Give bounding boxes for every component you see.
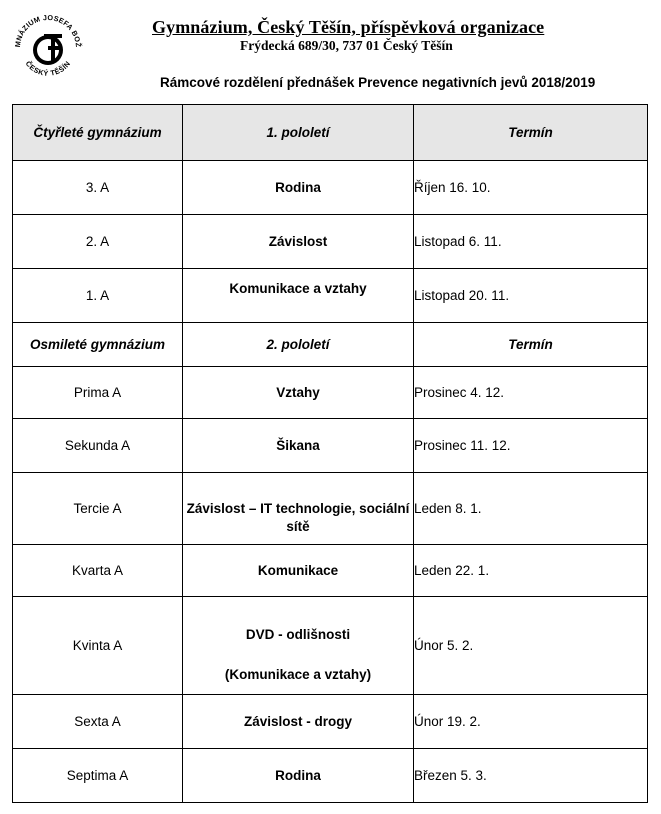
term-cell: Leden 8. 1. [414, 473, 648, 545]
term-cell: Leden 22. 1. [414, 545, 648, 597]
header-term: Termín [414, 105, 648, 161]
topic-cell: Komunikace [183, 545, 414, 597]
term-cell: Únor 5. 2. [414, 597, 648, 695]
topic-line: Závislost – IT technologie, sociální [186, 500, 410, 516]
header-second-semester: 2. pololetí [183, 323, 414, 367]
class-cell: Septima A [13, 749, 183, 803]
topic-cell: Šikana [183, 419, 414, 473]
class-cell: Sexta A [13, 695, 183, 749]
term-cell: Listopad 6. 11. [414, 215, 648, 269]
table-row [13, 419, 648, 473]
class-cell: 1. A [13, 269, 183, 323]
topic-line: sítě [286, 518, 310, 534]
table-row [13, 695, 648, 749]
term-cell: Prosinec 4. 12. [414, 367, 648, 419]
header-four-year: Čtyřleté gymnázium [13, 105, 183, 161]
lecture-schedule-table [12, 104, 648, 803]
topic-line: DVD - odlišnosti [245, 626, 351, 642]
section-header-row [13, 323, 648, 367]
document-title: Rámcové rozdělení přednášek Prevence negativních jevů 2018/2019 [160, 75, 596, 90]
class-cell: Prima A [13, 367, 183, 419]
class-cell: Tercie A [13, 473, 183, 545]
topic-cell: Komunikace a vztahy [183, 269, 414, 323]
table-row [13, 597, 648, 695]
table-row [13, 269, 648, 323]
term-cell: Únor 19. 2. [414, 695, 648, 749]
table-row [13, 161, 648, 215]
table-header-row [13, 105, 648, 161]
topic-cell [183, 597, 414, 695]
class-cell: Sekunda A [13, 419, 183, 473]
term-cell: Listopad 20. 11. [414, 269, 648, 323]
table-row [13, 749, 648, 803]
table-row [13, 367, 648, 419]
header-term-2: Termín [414, 323, 648, 367]
class-cell: Kvinta A [13, 597, 183, 695]
term-cell: Prosinec 11. 12. [414, 419, 648, 473]
topic-cell [183, 473, 414, 545]
table-row [13, 215, 648, 269]
logo-bottom-text: ČESKÝ TĚŠÍN [23, 59, 73, 78]
school-name: Gymnázium, Český Těšín, příspěvková organizace [152, 17, 545, 37]
header-first-semester: 1. pololetí [183, 105, 414, 161]
table-row [13, 545, 648, 597]
topic-line: (Komunikace a vztahy) [224, 666, 372, 682]
class-cell: 3. A [13, 161, 183, 215]
term-cell: Březen 5. 3. [414, 749, 648, 803]
topic-cell: Rodina [183, 749, 414, 803]
school-logo [8, 6, 88, 86]
header-eight-year: Osmileté gymnázium [13, 323, 183, 367]
term-cell: Říjen 16. 10. [414, 161, 648, 215]
class-cell: 2. A [13, 215, 183, 269]
school-logo-graphic [8, 6, 88, 86]
topic-cell: Vztahy [183, 367, 414, 419]
table-row [13, 473, 648, 545]
logo-top-text: MNÁZIUM JOSEFA BOŽ [12, 12, 84, 48]
school-address: Frýdecká 689/30, 737 01 Český Těšín [240, 38, 453, 53]
class-cell: Kvarta A [13, 545, 183, 597]
topic-cell: Závislost [183, 215, 414, 269]
topic-cell: Rodina [183, 161, 414, 215]
topic-cell: Závislost - drogy [183, 695, 414, 749]
